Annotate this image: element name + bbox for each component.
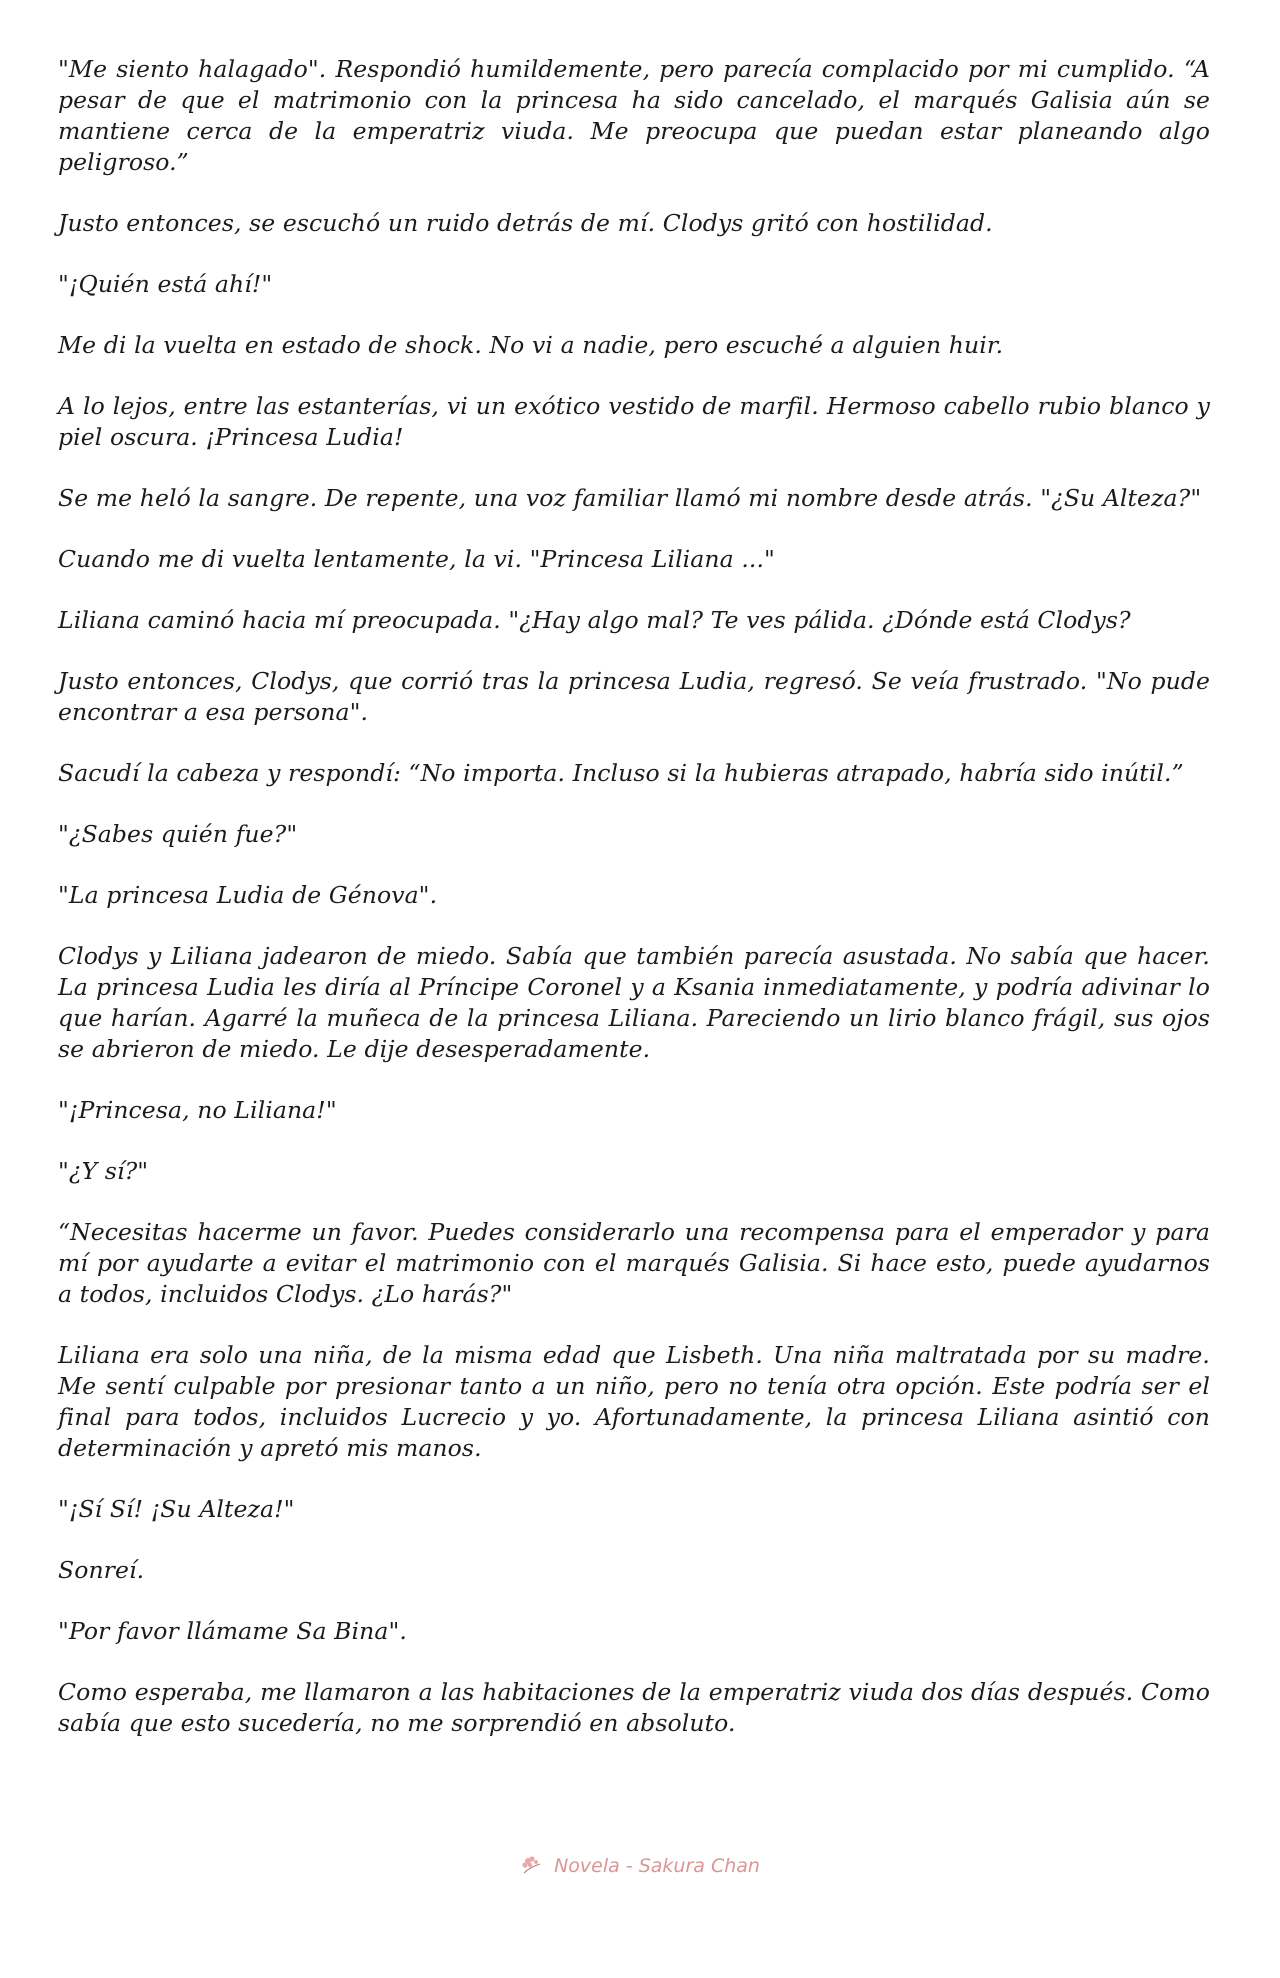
paragraph-2: Justo entonces, se escuchó un ruido detrás de mí. Clodys gritó con hostilidad. <box>58 209 993 237</box>
paragraph-6: Se me heló la sangre. De repente, una voz familiar llamó mi nombre desde atrás. "¿Su Alteza?" <box>58 484 1202 512</box>
paragraph-17: Liliana era solo una niña, de la misma edad que Lisbeth. Una niña maltratada por su madre. Me sentí culpable por presionar tanto a un niño, pero no tenía otra opción. Este podría ser el final para todos, incluidos Lucrecio y yo. Afortunadamente, la princesa Liliana asintió con determinación y apretó mis manos. <box>58 1341 1210 1462</box>
watermark-text: Novela - Sakura Chan <box>554 1855 760 1877</box>
paragraph-9: Justo entonces, Clodys, que corrió tras la princesa Ludia, regresó. Se veía frustrado. "No pude encontrar a esa persona". <box>58 667 1210 726</box>
watermark-footer <box>0 1855 1280 1877</box>
paragraph-4: Me di la vuelta en estado de shock. No vi a nadie, pero escuché a alguien huir. <box>58 331 1004 359</box>
paragraph-14: "¡Princesa, no Liliana!" <box>58 1096 337 1124</box>
paragraph-10: Sacudí la cabeza y respondí: “No importa. Incluso si la hubieras atrapado, habría sido inútil.” <box>58 759 1184 787</box>
paragraph-13: Clodys y Liliana jadearon de miedo. Sabía que también parecía asustada. No sabía que hacer. La princesa Ludia les diría al Príncipe Coronel y a Ksania inmediatamente, y podría adivinar lo que harían. Agarré la muñeca de la princesa Liliana. Pareciendo un lirio blanco frágil, sus ojos se abrieron de miedo. Le dije desesperadamente. <box>58 942 1210 1063</box>
cherry-blossom-icon <box>520 1855 544 1875</box>
paragraph-8: Liliana caminó hacia mí preocupada. "¿Hay algo mal? Te ves pálida. ¿Dónde está Clodys? <box>58 606 1131 634</box>
paragraph-11: "¿Sabes quién fue?" <box>58 820 298 848</box>
paragraph-3: "¡Quién está ahí!" <box>58 270 273 298</box>
paragraph-5: A lo lejos, entre las estanterías, vi un exótico vestido de marfil. Hermoso cabello rubio blanco y piel oscura. ¡Princesa Ludia! <box>58 392 1210 451</box>
paragraph-19: Sonreí. <box>58 1556 145 1584</box>
paragraph-15: "¿Y sí?" <box>58 1157 149 1185</box>
paragraph-12: "La princesa Ludia de Génova". <box>58 881 438 909</box>
paragraph-18: "¡Sí Sí! ¡Su Alteza!" <box>58 1495 295 1523</box>
paragraph-16: “Necesitas hacerme un favor. Puedes considerarlo una recompensa para el emperador y para mí por ayudarte a evitar el matrimonio con el marqués Galisia. Si hace esto, puede ayudarnos a todos, incluidos Clodys. ¿Lo harás?" <box>58 1218 1210 1308</box>
document-body <box>58 54 1210 1769</box>
paragraph-1: "Me siento halagado". Respondió humildemente, pero parecía complacido por mi cumplido. “A pesar de que el matrimonio con la princesa ha sido cancelado, el marqués Galisia aún se mantiene cerca de la emperatriz viuda. Me preocupa que puedan estar planeando algo peligroso.” <box>58 55 1210 176</box>
paragraph-21: Como esperaba, me llamaron a las habitaciones de la emperatriz viuda dos días después. Como sabía que esto sucedería, no me sorprendió en absoluto. <box>58 1678 1210 1737</box>
paragraph-7: Cuando me di vuelta lentamente, la vi. "Princesa Liliana ..." <box>58 545 775 573</box>
paragraph-20: "Por favor llámame Sa Bina". <box>58 1617 407 1645</box>
